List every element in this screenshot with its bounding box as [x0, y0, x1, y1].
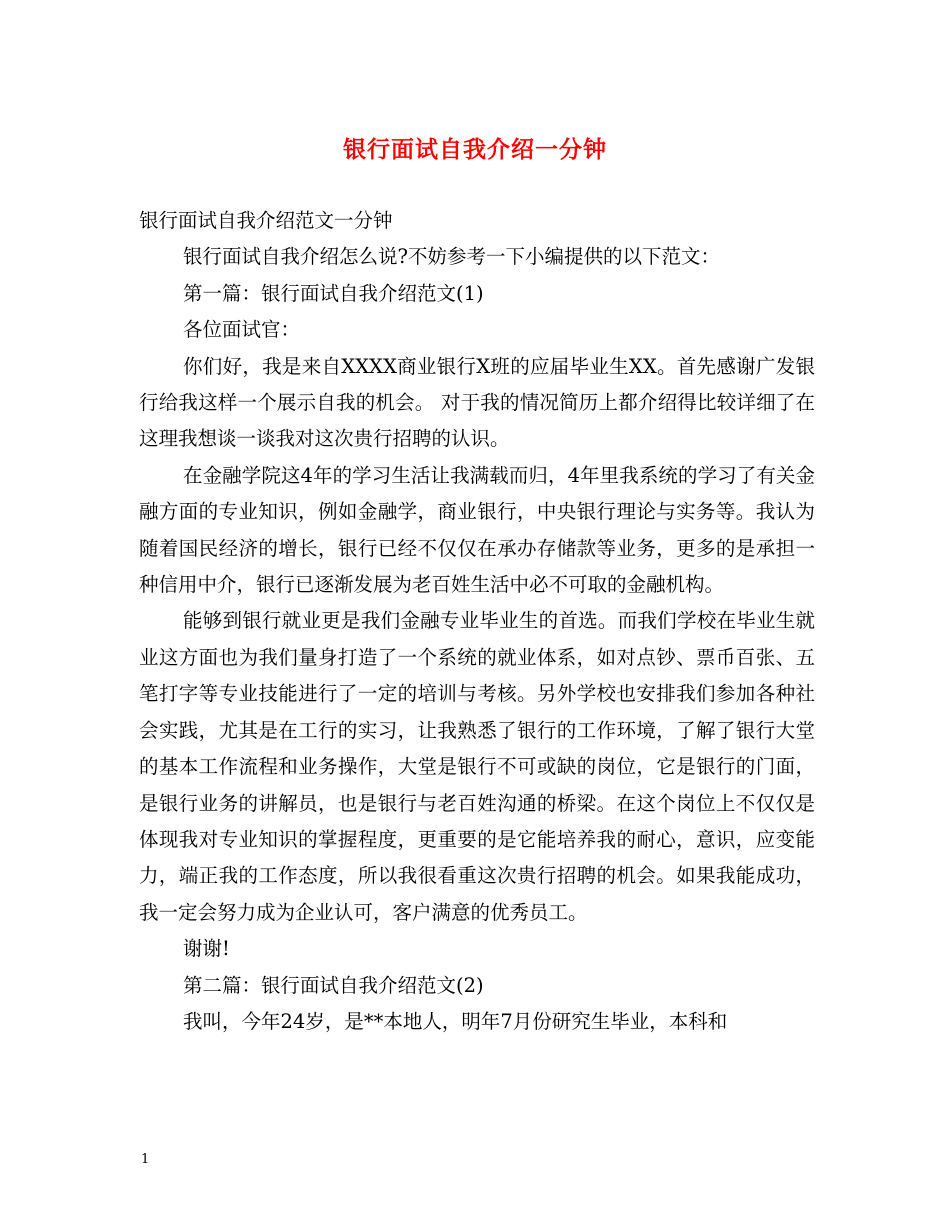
section-heading-1: 第一篇：银行面试自我介绍范文(1)	[183, 281, 484, 305]
section-heading-2: 第二篇：银行面试自我介绍范文(2)	[183, 973, 484, 997]
document-title: 银行面试自我介绍一分钟	[343, 136, 607, 163]
paragraph-study: 在金融学院这4年的学习生活让我满载而归，4年里我系统的学习了有关金融方面的专业知识，例如金融学，商业银行，中央银行理论与实务等。我认为随着国民经济的增长，银行已经不仅仅在承办存储款等业务，更多的是承担一种信用中介，银行已逐渐发展为老百姓生活中必不可取的金融机构。	[139, 463, 815, 597]
document-subtitle: 银行面试自我介绍范文一分钟	[139, 209, 393, 232]
paragraph-intro: 银行面试自我介绍怎么说?不妨参考一下小编提供的以下范文：	[183, 245, 720, 269]
paragraph-employment: 能够到银行就业更是我们金融专业毕业生的首选。而我们学校在毕业生就业这方面也为我们量身打造了一个系统的就业体系，如对点钞、票币百张、五笔打字等专业技能进行了一定的培训与考核。另外学校也安排我们参加各种社会实践，尤其是在工行的实习，让我熟悉了银行的工作环境，了解了银行大堂的基本工作流程和业务操作，大堂是银行不可或缺的岗位，它是银行的门面，是银行业务的讲解员，也是银行与老百姓沟通的桥梁。在这个岗位上不仅仅是体现我对专业知识的掌握程度，更重要的是它能培养我的耐心，意识，应变能力，端正我的工作态度，所以我很看重这次贵行招聘的机会。如果我能成功，我一定会努力成为企业认可，客户满意的优秀员工。	[139, 609, 815, 924]
salutation: 各位面试官：	[183, 318, 301, 342]
document-body	[139, 203, 815, 1040]
page-number: 1	[141, 1152, 150, 1167]
thanks-line: 谢谢!	[183, 937, 230, 961]
paragraph-greeting: 你们好，我是来自XXXX商业银行X班的应届毕业生XX。首先感谢广发银行给我这样一个展示自我的机会。 对于我的情况简历上都介绍得比较详细了在这理我想谈一谈我对这次贵行招聘的认识。	[139, 354, 815, 451]
paragraph-second-intro: 我叫，今年24岁，是**本地人，明年7月份研究生毕业，本科和	[183, 1009, 728, 1033]
